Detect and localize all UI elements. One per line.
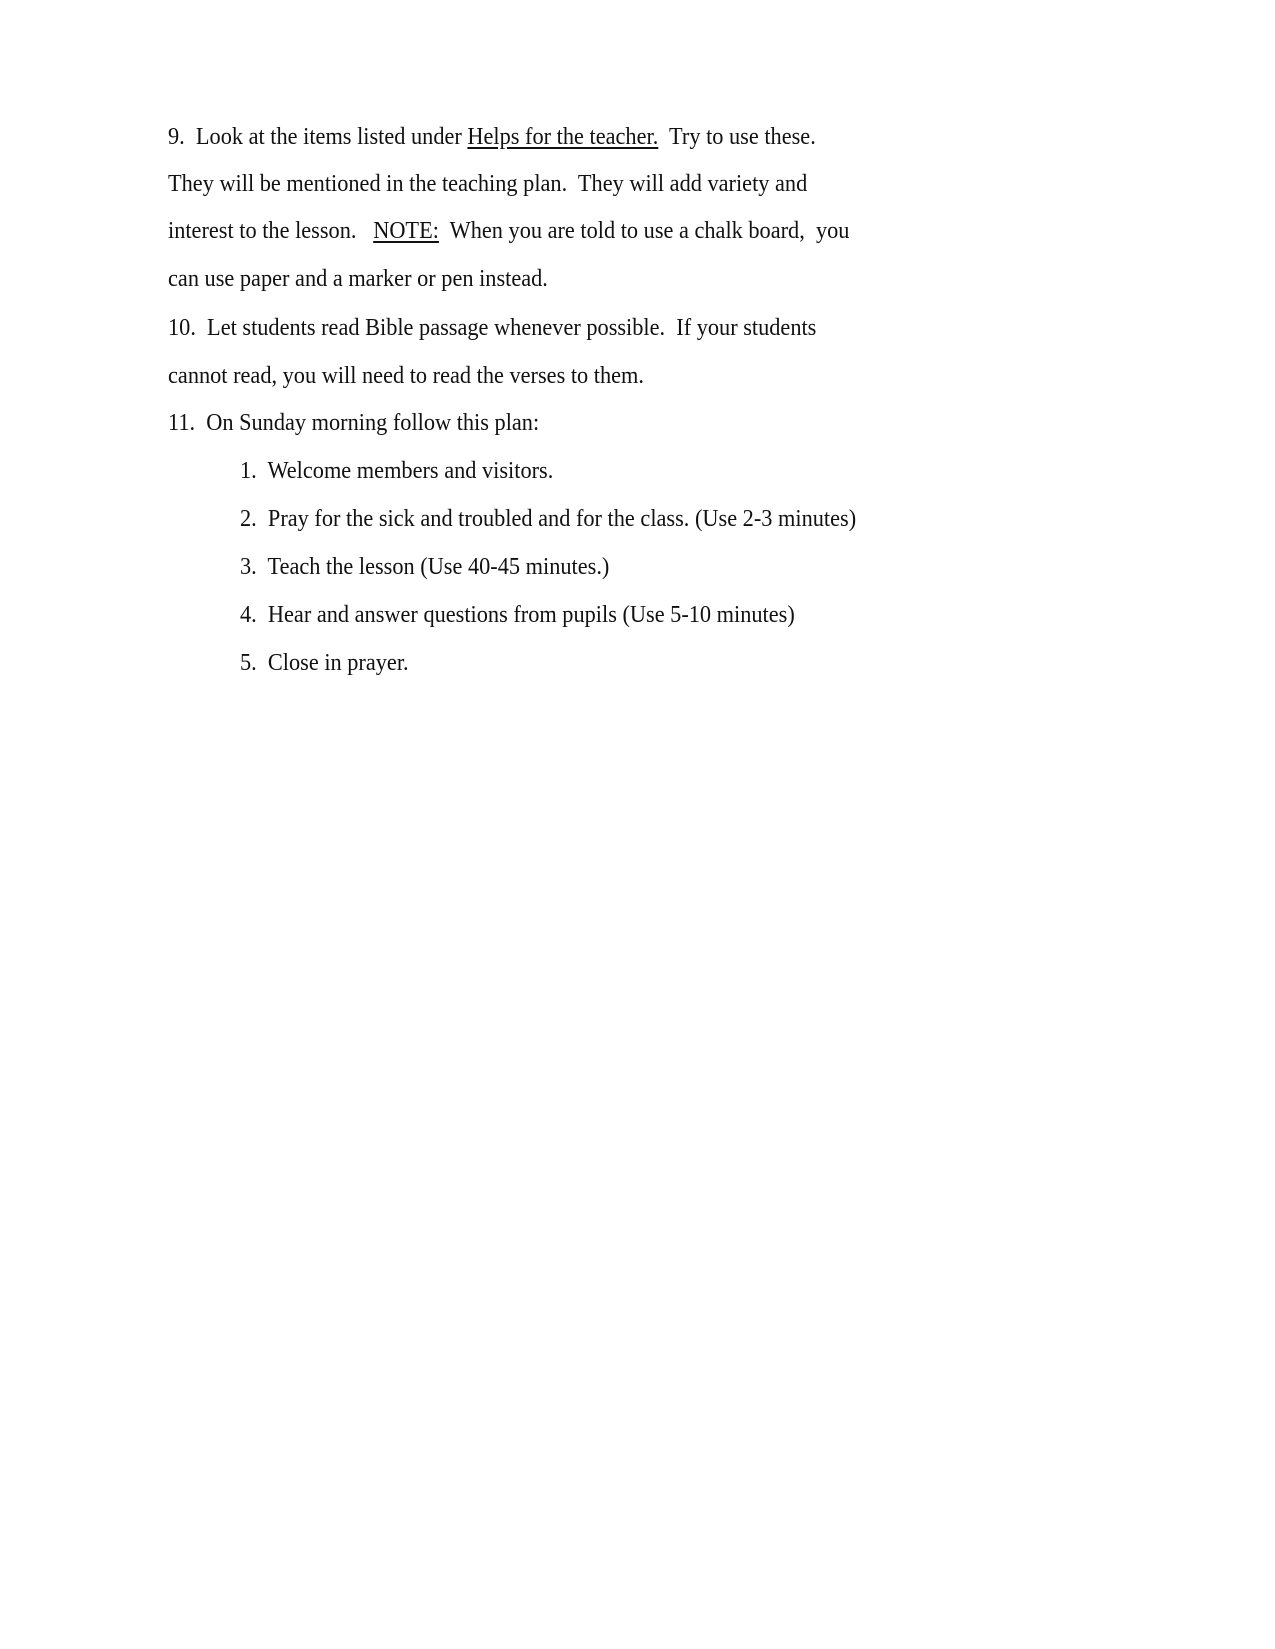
item-11-line-1: 11. On Sunday morning follow this plan: xyxy=(168,410,540,436)
text: 9. Look at the items listed under xyxy=(168,124,468,150)
item-9-line-1 xyxy=(168,122,816,152)
plan-step-3: 3. Teach the lesson (Use 40-45 minutes.) xyxy=(240,554,610,580)
plan-step-1: 1. Welcome members and visitors. xyxy=(240,458,554,484)
item-10-line-2: cannot read, you will need to read the verses to them. xyxy=(168,363,645,389)
plan-step-4: 4. Hear and answer questions from pupils (Use 5-10 minutes) xyxy=(240,602,795,628)
plan-step-5: 5. Close in prayer. xyxy=(240,650,409,676)
item-9-line-4: can use paper and a marker or pen instead. xyxy=(168,266,548,292)
item-10-line-1: 10. Let students read Bible passage whenever possible. If your students xyxy=(168,315,817,341)
plan-step-2: 2. Pray for the sick and troubled and for the class. (Use 2-3 minutes) xyxy=(240,506,857,532)
underlined-helps-for-teacher: Helps for the teacher. xyxy=(467,124,659,150)
text: When you are told to use a chalk board, you xyxy=(438,218,850,244)
item-9-line-3 xyxy=(168,216,849,246)
underlined-note: NOTE: xyxy=(373,218,439,244)
item-9-line-2: They will be mentioned in the teaching plan. They will add variety and xyxy=(168,171,808,197)
text: Try to use these. xyxy=(658,124,816,150)
text: interest to the lesson. xyxy=(168,218,374,244)
